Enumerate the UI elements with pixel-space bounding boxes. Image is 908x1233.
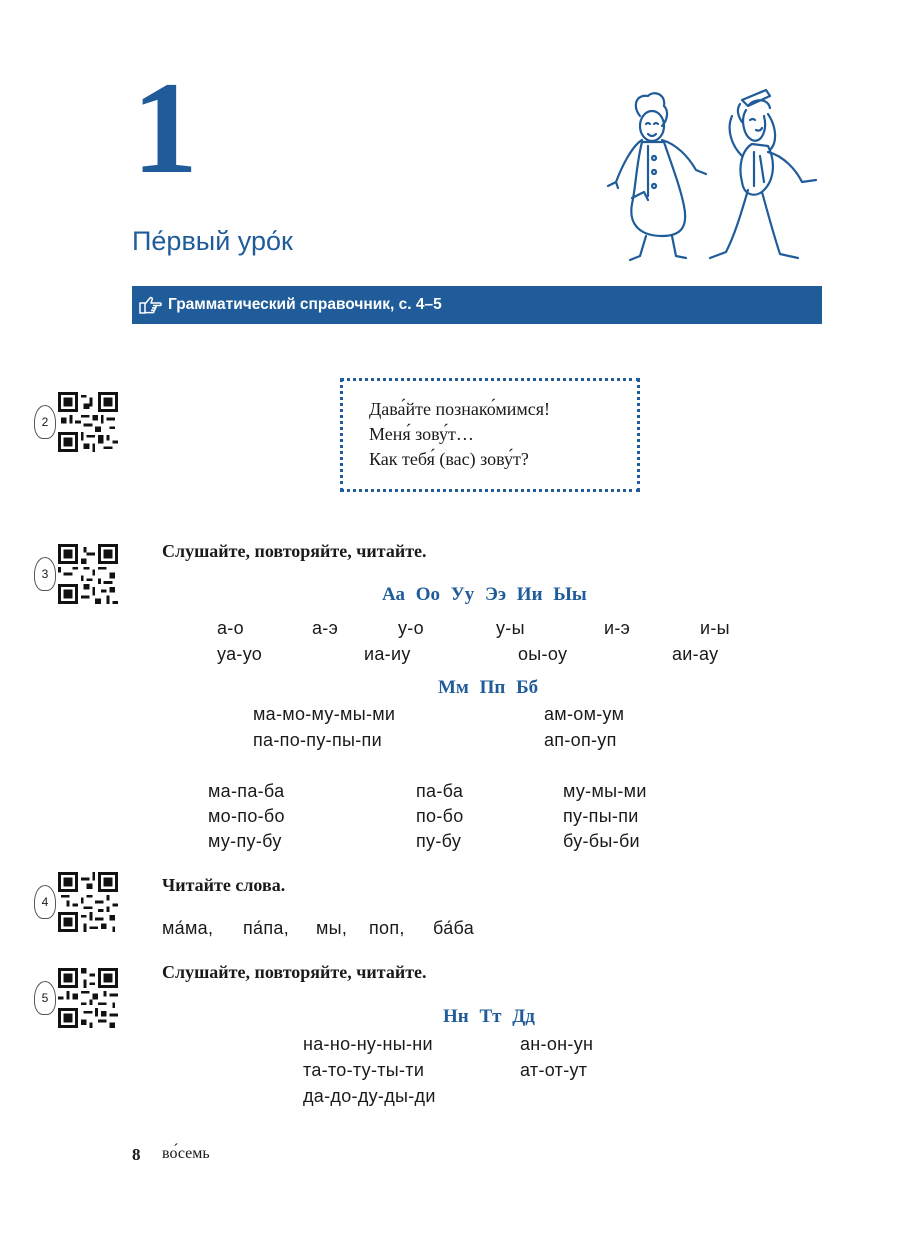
letters-m-p-b: Мм Пп Бб	[438, 677, 539, 698]
page-number: 8	[132, 1145, 141, 1164]
dialog-line: Дава́йте познако́мимся!	[369, 399, 551, 419]
word: мы,	[316, 918, 348, 938]
pointing-hand-icon	[138, 295, 162, 315]
syllable: у-о	[398, 618, 424, 638]
syllable: иа-иу	[364, 644, 411, 664]
headphones-icon-track-number: 2	[34, 405, 56, 439]
word: ма́ма,	[162, 918, 214, 938]
qr-code-icon[interactable]	[58, 968, 118, 1028]
syllable: мо-по-бо	[208, 806, 285, 826]
dialog-line: Меня́ зову́т…	[369, 424, 474, 444]
lesson-number: 1	[132, 54, 198, 201]
syllable: ма-мо-му-мы-ми	[253, 704, 396, 724]
syllable: па-по-пу-пы-пи	[253, 730, 382, 750]
headphones-icon-track-number: 3	[34, 557, 56, 591]
syllable: ап-оп-уп	[544, 730, 617, 750]
syllable: пу-пы-пи	[563, 806, 639, 826]
audio-track-3[interactable]	[34, 544, 118, 604]
syllable: бу-бы-би	[563, 831, 640, 851]
syllable: да-до-ду-ды-ди	[303, 1086, 436, 1106]
syllable: та-то-ту-ты-ти	[303, 1060, 425, 1080]
syllable: ан-он-ун	[520, 1034, 594, 1054]
qr-code-icon[interactable]	[58, 544, 118, 604]
exercise-3-heading: Слушайте, повторяйте, читайте.	[162, 541, 427, 561]
syllable: па-ба	[416, 781, 464, 801]
dialog-line: Как тебя́ (вас) зову́т?	[369, 449, 529, 469]
qr-code-icon[interactable]	[58, 392, 118, 452]
exercise-4-heading: Читайте слова.	[162, 875, 286, 895]
lesson-title: Пе́рвый уро́к	[132, 226, 293, 256]
audio-track-4[interactable]	[34, 872, 118, 932]
dialog-phrases-box	[340, 378, 640, 492]
letters-n-t-d: Нн Тт Дд	[443, 1006, 535, 1027]
syllable: а-э	[312, 618, 339, 638]
word: ба́ба	[433, 918, 475, 938]
syllable: му-пу-бу	[208, 831, 282, 851]
syllable: уа-уо	[217, 644, 263, 664]
syllable: ат-от-ут	[520, 1060, 588, 1080]
syllable: пу-бу	[416, 831, 462, 851]
audio-track-2[interactable]	[34, 392, 118, 452]
headphones-icon-track-number: 4	[34, 885, 56, 919]
word: па́па,	[243, 918, 290, 938]
syllable: на-но-ну-ны-ни	[303, 1034, 433, 1054]
exercise-5-heading: Слушайте, повторяйте, читайте.	[162, 962, 427, 982]
dancing-couple-illustration	[592, 86, 832, 266]
headphones-icon-track-number: 5	[34, 981, 56, 1015]
grammar-reference-banner[interactable]	[132, 286, 822, 324]
syllable: а-о	[217, 618, 244, 638]
syllable: му-мы-ми	[563, 781, 647, 801]
letters-vowels: Аа Оо Уу Ээ Ии Ыы	[382, 584, 587, 605]
syllable: ма-па-ба	[208, 781, 285, 801]
page-number-word: во́семь	[162, 1145, 210, 1162]
syllable: аи-ау	[672, 644, 719, 664]
syllable: по-бо	[416, 806, 464, 826]
syllable: оы-оу	[518, 644, 568, 664]
reference-text: Грамматический справочник, с. 4–5	[168, 296, 442, 313]
audio-track-5[interactable]	[34, 968, 118, 1028]
syllable: и-ы	[700, 618, 730, 638]
syllable: ам-ом-ум	[544, 704, 625, 724]
syllable: у-ы	[496, 618, 525, 638]
qr-code-icon[interactable]	[58, 872, 118, 932]
syllable: и-э	[604, 618, 631, 638]
word: поп,	[369, 918, 405, 938]
